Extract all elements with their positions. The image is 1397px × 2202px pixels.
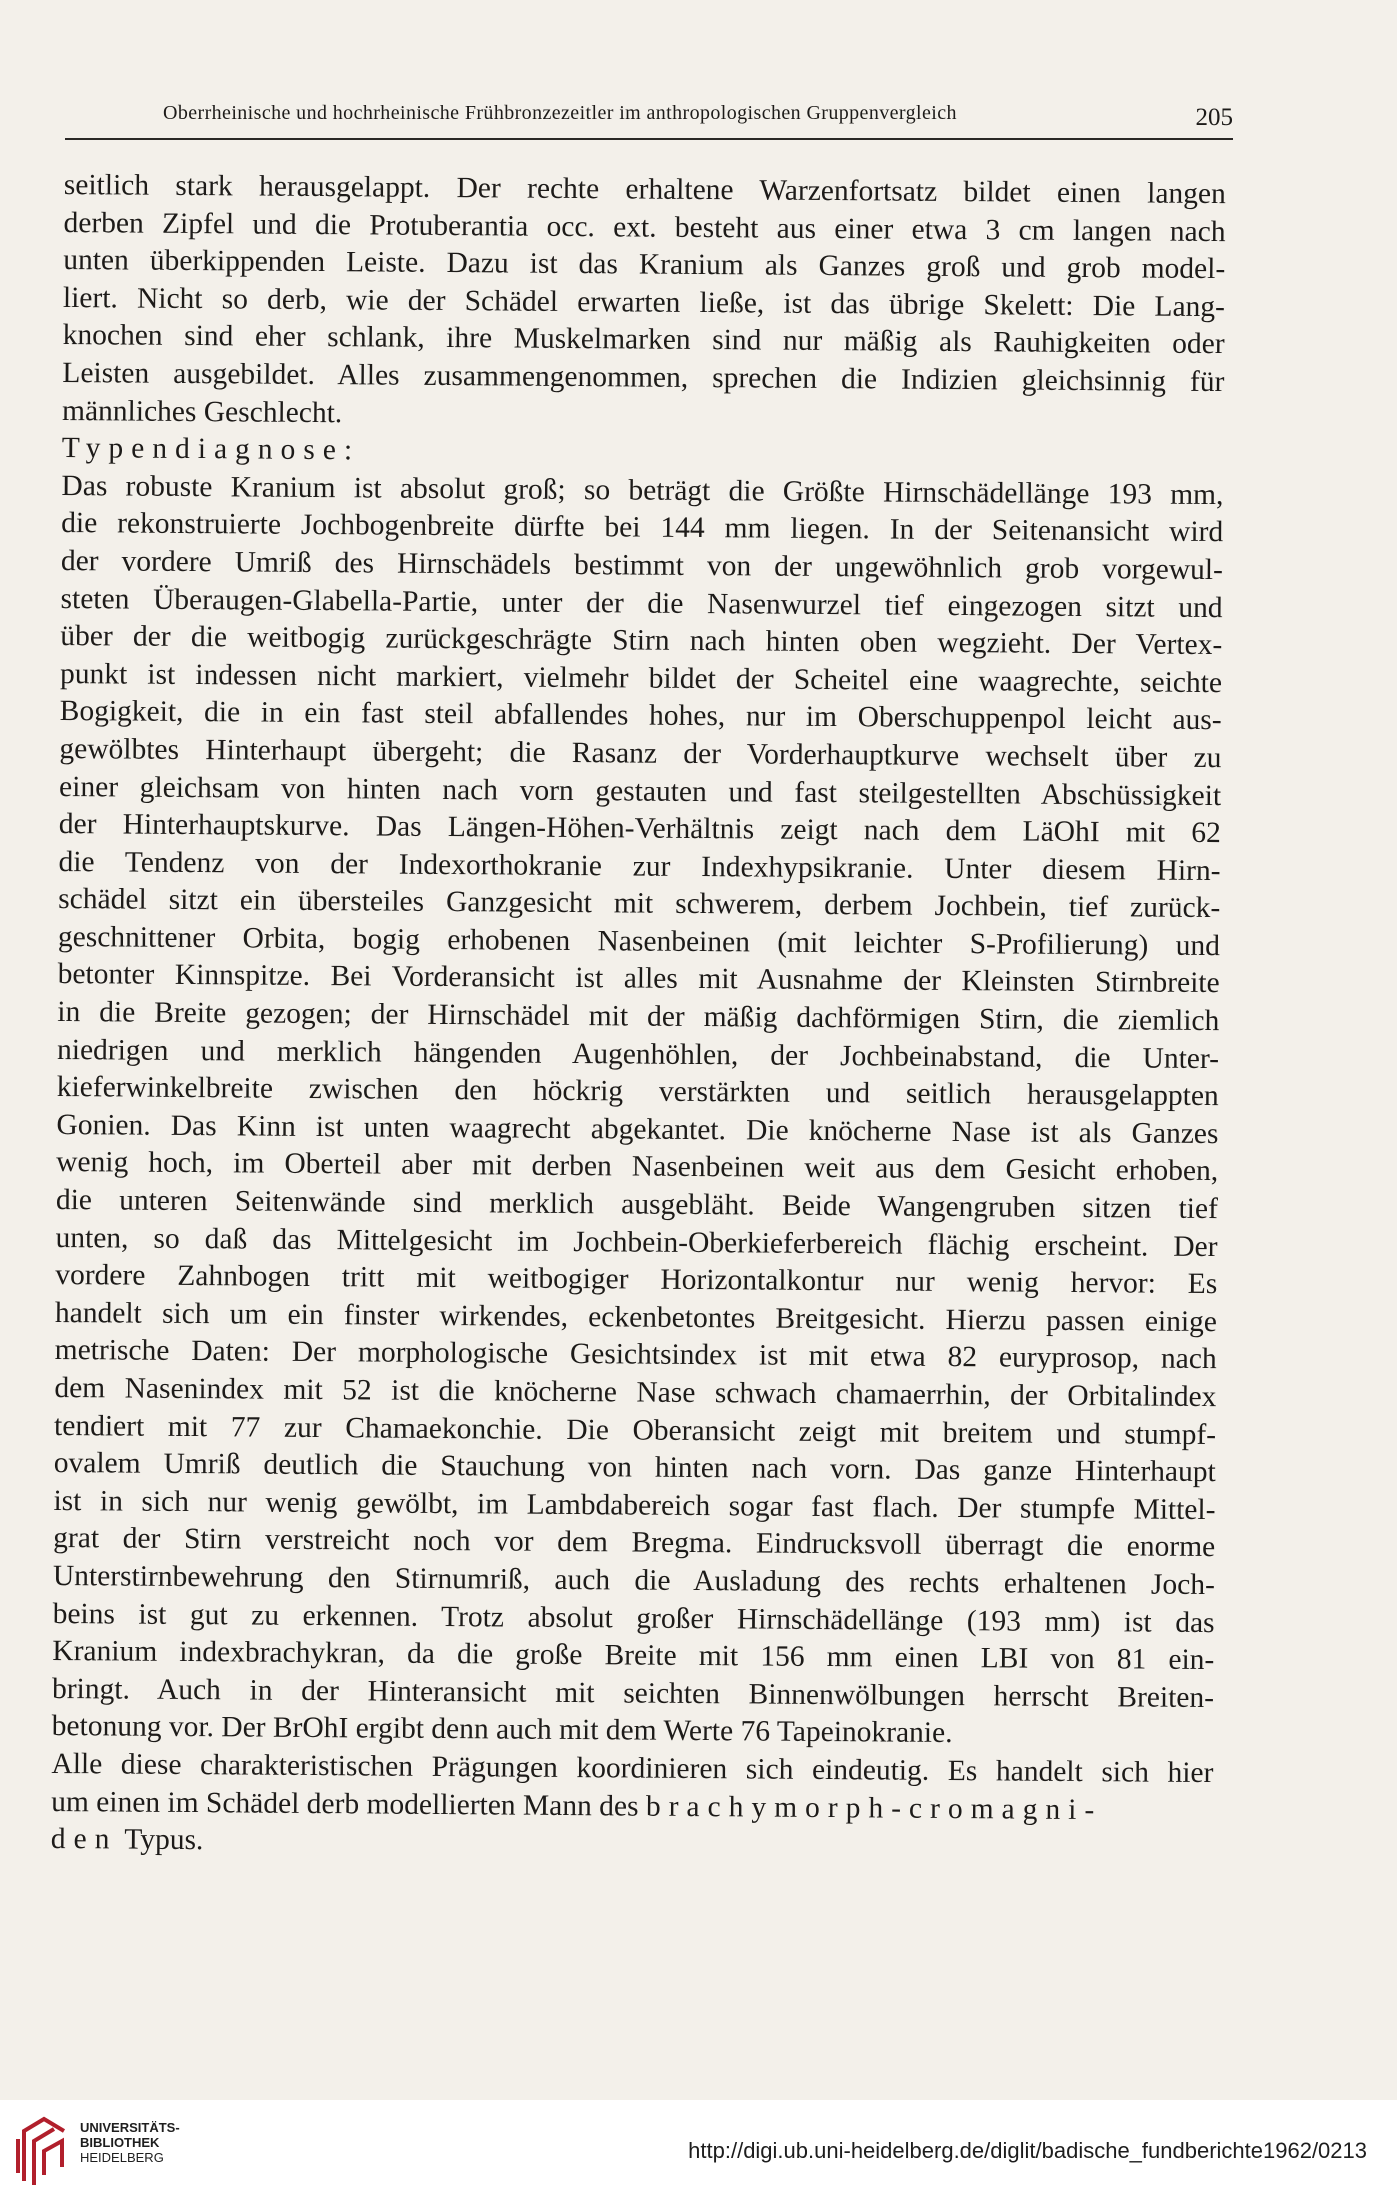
- spaced-term: den: [50, 1823, 118, 1856]
- page-number: 205: [1195, 104, 1233, 131]
- text-line: punkt ist indessen nicht markiert, vielmehr bildet der Scheitel eine waagrechte, seichte: [59, 657, 1223, 699]
- text-line: der Hinterhauptskurve. Das Längen-Höhen-Verhältnis zeigt nach dem LäOhI mit 62: [58, 808, 1221, 850]
- library-name-line: HEIDELBERG: [80, 2150, 164, 2165]
- text-line: der vordere Umriß des Hirnschädels bestimmt von der ungewöhnlich grob vorgewul-: [60, 544, 1223, 587]
- permalink-url[interactable]: http://digi.ub.uni-heidelberg.de/diglit/badische_fundberichte1962/0213: [688, 2138, 1367, 2163]
- running-title: Oberrheinische und hochrheinische Frühbronzezeitler im anthropologischen Gruppenvergleich: [163, 102, 957, 124]
- text-line: Unterstirnbewehrung den Stirnumriß, auch die Ausladung des rechts erhaltenen Joch-: [52, 1559, 1216, 1602]
- library-name-line: BIBLIOTHEK: [80, 2135, 160, 2150]
- text-line: dem Nasenindex mit 52 ist die knöcherne Nase schwach chamaerrhin, der Orbitalindex: [54, 1371, 1217, 1414]
- text-line: gewölbtes Hinterhaupt übergeht; die Rasanz der Vorderhauptkurve wechselt über zu: [59, 732, 1222, 775]
- text-line: die unteren Seitenwände sind merklich ausgebläht. Beide Wangengruben sitzen tief: [55, 1183, 1218, 1226]
- text-line: Bogigkeit, die in ein fast steil abfallendes hohes, nur im Oberschuppenpol leicht aus-: [59, 695, 1222, 737]
- section-heading: Typendiagnose:: [61, 432, 361, 467]
- text-line: knochen sind eher schlank, ihre Muskelmarken sind nur mäßig als Rauhigkeiten oder: [62, 319, 1225, 361]
- text-line: derben Zipfel und die Protuberantia occ. ext. besteht aus einer etwa 3 cm langen nach: [63, 206, 1226, 248]
- text-line: unten überkippenden Leiste. Dazu ist das Kranium als Ganzes groß und grob model-: [63, 244, 1226, 286]
- text-line: niedrigen und merklich hängenden Augenhöhlen, der Jochbeinabstand, die Unter-: [56, 1033, 1220, 1075]
- body-text: [51, 167, 1226, 1868]
- text-line: betonung vor. Der BrOhI ergibt denn auch mit dem Werte 76 Tapeinokranie.: [51, 1710, 953, 1750]
- text-line: grat der Stirn verstreicht noch vor dem Bregma. Eindrucksvoll überragt die enorme: [53, 1522, 1216, 1564]
- text-line: Das robuste Kranium ist absolut groß; so beträgt die Größte Hirnschädellänge 193 mm,: [61, 469, 1224, 511]
- text-line: ovalem Umriß deutlich die Stauchung von hinten nach vorn. Das ganze Hinterhaupt: [53, 1447, 1216, 1489]
- text-line: seitlich stark herausgelappt. Der rechte erhaltene Warzenfortsatz bildet einen langen: [63, 168, 1226, 211]
- text-line: liert. Nicht so derb, wie der Schädel erwarten ließe, ist das übrige Skelett: Die Lang-: [62, 281, 1226, 323]
- text-line: geschnittener Orbita, bogig erhobenen Nasenbeinen (mit leichter S-Profilierung) und: [57, 920, 1221, 962]
- library-name: [80, 2120, 180, 2165]
- text-line: in die Breite gezogen; der Hirnschädel mit der mäßig dachförmigen Stirn, die ziemlich: [57, 996, 1220, 1038]
- text-line: handelt sich um ein finster wirkendes, eckenbetontes Breitgesicht. Hierzu passen einige: [54, 1296, 1218, 1338]
- text-line: Gonien. Das Kinn ist unten waagrecht abgekantet. Die knöcherne Nase ist als Ganzes: [56, 1108, 1219, 1150]
- running-head: [65, 96, 1233, 140]
- library-logo-icon: [14, 2111, 72, 2189]
- text-fragment: um einen im Schädel derb modellierten Mann des: [51, 1785, 639, 1823]
- text-line: ist in sich nur wenig gewölbt, im Lambdabereich sogar fast flach. Der stumpfe Mittel-: [53, 1484, 1216, 1526]
- text-line: Alle diese charakteristischen Prägungen koordinieren sich eindeutig. Es handelt sich hier: [51, 1747, 1214, 1790]
- text-line: beins ist gut zu erkennen. Trotz absolut großer Hirnschädellänge (193 mm) ist das: [52, 1597, 1215, 1639]
- text-line: bringt. Auch in der Hinteransicht mit seichten Binnenwölbungen herrscht Breiten-: [51, 1672, 1215, 1714]
- text-fragment: Typus.: [117, 1823, 204, 1857]
- spaced-term: brachymorph-cromagni-: [645, 1790, 1103, 1826]
- text-line: die Tendenz von der Indexorthokranie zur Indexhypsikranie. Unter diesem Hirn-: [58, 845, 1221, 887]
- footer-bar: [0, 2100, 1397, 2202]
- text-line: steten Überaugen-Glabella-Partie, unter der die Nasenwurzel tief eingezogen sitzt und: [60, 582, 1223, 624]
- text-line: Kranium indexbrachykran, da die große Breite mit 156 mm einen LBI von 81 ein-: [52, 1635, 1215, 1677]
- text-line: vordere Zahnbogen tritt mit weitbogiger Horizontalkontur nur wenig hervor: Es: [55, 1259, 1218, 1301]
- text-line: männliches Geschlecht.: [61, 394, 343, 429]
- text-line: einer gleichsam von hinten nach vorn gestauten und fast steilgestellten Abschüssigkeit: [59, 770, 1222, 812]
- text-line: tendiert mit 77 zur Chamaekonchie. Die Oberansicht zeigt mit breitem und stumpf-: [53, 1409, 1217, 1451]
- text-line: wenig hoch, im Oberteil aber mit derben Nasenbeinen weit aus dem Gesicht erhoben,: [56, 1146, 1219, 1188]
- text-line: unten, so daß das Mittelgesicht im Jochbein-Oberkieferbereich flächig erscheint. Der: [55, 1221, 1218, 1263]
- text-line: schädel sitzt ein übersteiles Ganzgesicht mit schwerem, derbem Jochbein, tief zurück-: [58, 883, 1221, 925]
- library-name-line: UNIVERSITÄTS-: [80, 2120, 180, 2135]
- text-line: betonter Kinnspitze. Bei Vorderansicht ist alles mit Ausnahme der Kleinsten Stirnbreite: [57, 958, 1220, 1000]
- text-line: kieferwinkelbreite zwischen den höckrig verstärkten und seitlich herausgelappten: [56, 1071, 1219, 1113]
- text-line: die rekonstruierte Jochbogenbreite dürfte bei 144 mm liegen. In der Seitenansicht wird: [61, 507, 1224, 549]
- text-line: Leisten ausgebildet. Alles zusammengenommen, sprechen die Indizien gleichsinnig für: [62, 356, 1225, 399]
- text-line: über der die weitbogig zurückgeschrägte Stirn nach hinten oben wegzieht. Der Vertex-: [60, 620, 1223, 662]
- text-line: metrische Daten: Der morphologische Gesichtsindex ist mit etwa 82 euryprosop, nach: [54, 1334, 1217, 1376]
